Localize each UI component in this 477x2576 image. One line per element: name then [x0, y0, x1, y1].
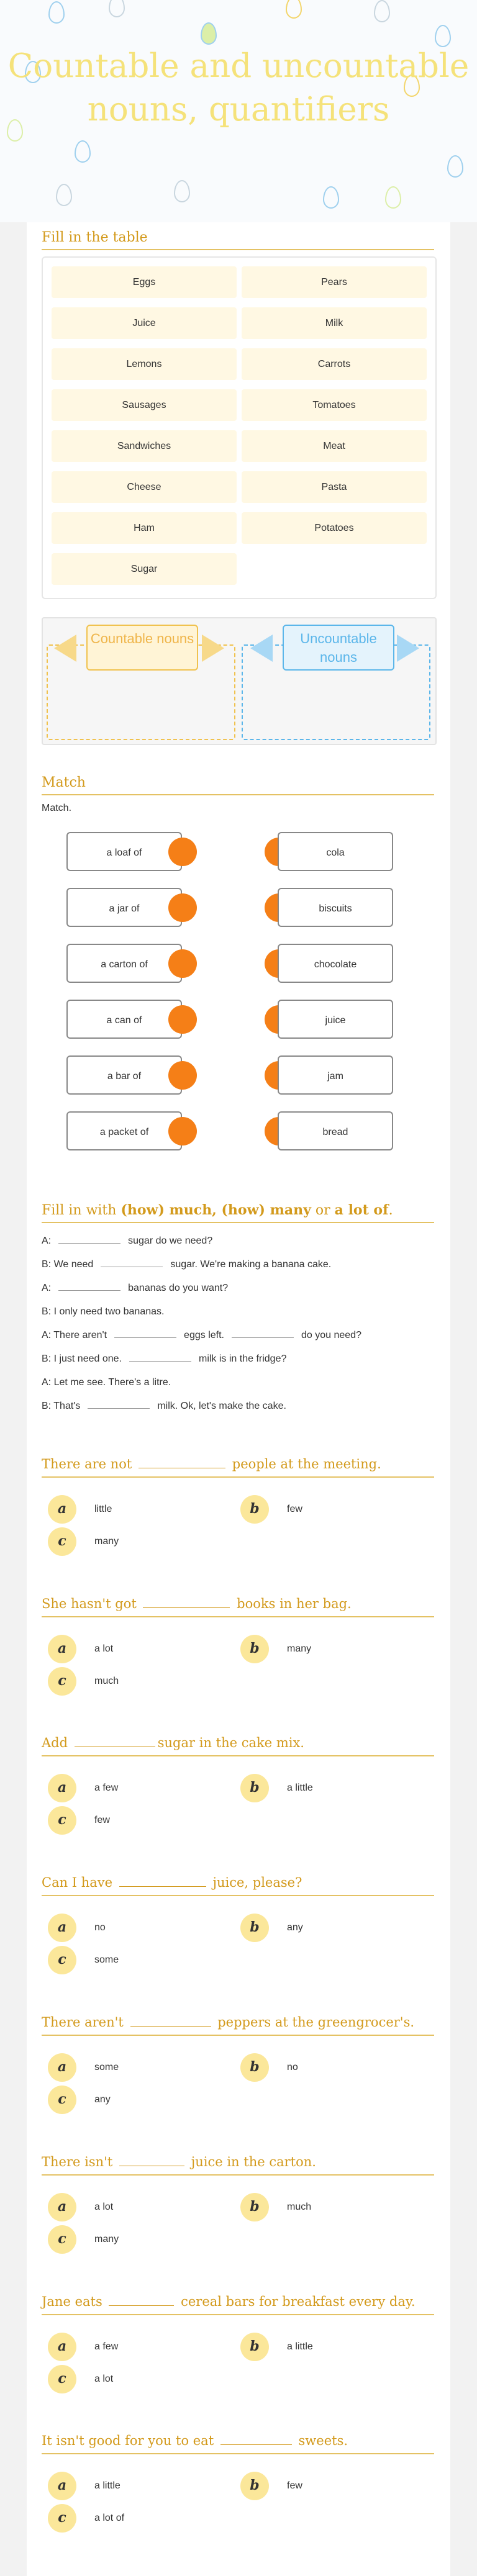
option-letter-badge: b: [240, 1495, 269, 1524]
question-pre: Can I have: [42, 1875, 113, 1890]
option-text: a lot of: [94, 2513, 125, 2523]
word-card[interactable]: Eggs: [52, 266, 237, 298]
option-b[interactable]: [240, 1774, 396, 1802]
section-title: Fill in the table: [42, 230, 434, 250]
option-text: some: [94, 2062, 119, 2072]
line-text: milk. Ok, let's make the cake.: [157, 1401, 286, 1411]
line-text: sugar. We're making a banana cake.: [170, 1259, 332, 1270]
word-card[interactable]: Pasta: [242, 471, 427, 503]
dialogue-line: [42, 1347, 434, 1371]
option-text: a lot: [94, 2374, 114, 2384]
option-letter-badge: b: [240, 1635, 269, 1663]
line-text: B: I just need one.: [42, 1354, 122, 1364]
title-highlight: (how) much, (how) many: [120, 1202, 311, 1218]
question-pre: She hasn't got: [42, 1596, 137, 1611]
option-letter-badge: a: [48, 2053, 76, 2082]
question-text: [42, 2154, 434, 2176]
dialogue-line: [42, 1253, 434, 1277]
option-letter-badge: a: [48, 2333, 76, 2361]
word-card[interactable]: Meat: [242, 430, 427, 462]
option-text: no: [287, 2062, 298, 2072]
question-pre: There are not: [42, 1457, 132, 1471]
line-text: B: That's: [42, 1401, 81, 1411]
answer-blank: [220, 2433, 292, 2445]
question-pre: Jane eats: [42, 2294, 102, 2309]
option-c[interactable]: [48, 1946, 203, 1974]
option-a[interactable]: [48, 2193, 203, 2221]
option-letter-badge: a: [48, 1914, 76, 1942]
option-text: any: [287, 1922, 303, 1933]
answer-blank: [143, 1596, 230, 1608]
ribbon-tail: [202, 635, 224, 662]
option-c[interactable]: [48, 2225, 203, 2254]
question-pre: There aren't: [42, 2015, 124, 2030]
dialogue-line: [42, 1300, 434, 1324]
line-text: sugar do we need?: [128, 1236, 213, 1246]
question-pre: There isn't: [42, 2154, 113, 2169]
answer-blank[interactable]: [58, 1277, 120, 1291]
option-text: any: [94, 2094, 111, 2105]
option-letter-badge: a: [48, 1774, 76, 1802]
option-text: no: [94, 1922, 106, 1933]
option-text: much: [94, 1676, 119, 1686]
match-left-item: a can of: [66, 1000, 182, 1039]
option-c[interactable]: [48, 2365, 203, 2393]
answer-blank: [139, 1457, 225, 1468]
line-text: A: There aren't: [42, 1330, 107, 1340]
fill-in-section: [42, 1202, 434, 1418]
answer-blank[interactable]: [88, 1394, 150, 1409]
word-card[interactable]: Tomatoes: [242, 389, 427, 421]
question-text: [42, 1735, 434, 1756]
option-letter-badge: c: [48, 2504, 76, 2533]
option-text: some: [94, 1955, 119, 1965]
dialogue-line: [42, 1394, 434, 1418]
word-card[interactable]: Cheese: [52, 471, 237, 503]
question-text: [42, 1875, 434, 1896]
raindrop-decoration: [447, 155, 463, 178]
option-text: a little: [287, 1783, 313, 1793]
option-letter-badge: c: [48, 1806, 76, 1835]
option-c[interactable]: [48, 1806, 203, 1835]
option-letter-badge: b: [240, 2472, 269, 2500]
match-left-item: a packet of: [66, 1111, 182, 1150]
ribbon-tail: [54, 635, 76, 662]
question-text: [42, 2433, 434, 2454]
raindrop-decoration: [323, 186, 339, 209]
line-text: eggs left.: [184, 1330, 224, 1340]
option-a[interactable]: [48, 1774, 203, 1802]
match-connector-dot[interactable]: [168, 1061, 197, 1090]
uncountable-label: Uncountable nouns: [283, 625, 394, 671]
worksheet: [27, 222, 450, 2576]
raindrop-decoration: [201, 22, 217, 45]
question-post: juice in the carton.: [191, 2154, 316, 2169]
word-bank: [42, 256, 437, 599]
match-right-item: bread: [278, 1111, 393, 1150]
page-title: Countable and uncountable nouns, quantifiers: [7, 47, 470, 129]
raindrop-decoration: [374, 0, 390, 22]
match-connector-dot[interactable]: [168, 1117, 197, 1146]
question-post: sugar in the cake mix.: [157, 1735, 304, 1750]
option-text: many: [94, 2234, 119, 2244]
match-right-item: jam: [278, 1055, 393, 1095]
answer-blank[interactable]: [114, 1324, 176, 1338]
answer-blank[interactable]: [58, 1229, 120, 1244]
option-c[interactable]: [48, 1667, 203, 1696]
option-text: few: [94, 1815, 110, 1825]
question-8: [42, 2433, 434, 2533]
line-text: A:: [42, 1236, 52, 1246]
word-card[interactable]: Juice: [52, 307, 237, 339]
match-left-item: a bar of: [66, 1055, 182, 1095]
option-letter-badge: a: [48, 1495, 76, 1524]
raindrop-decoration: [174, 180, 190, 202]
option-letter-badge: b: [240, 2053, 269, 2082]
option-letter-badge: a: [48, 2193, 76, 2221]
dialogue-line: [42, 1229, 434, 1253]
line-text: bananas do you want?: [128, 1283, 229, 1293]
option-text: few: [287, 1504, 302, 1514]
word-card[interactable]: Sandwiches: [52, 430, 237, 462]
option-letter-badge: b: [240, 1774, 269, 1802]
option-text: little: [94, 1504, 112, 1514]
word-card[interactable]: Potatoes: [242, 512, 427, 544]
option-text: few: [287, 2480, 302, 2491]
question-post: peppers at the greengrocer's.: [217, 2015, 415, 2030]
option-text: a lot: [94, 1643, 114, 1654]
question-text: [42, 1457, 434, 1478]
option-b[interactable]: [240, 1914, 396, 1942]
option-letter-badge: c: [48, 2225, 76, 2254]
option-letter-badge: c: [48, 2086, 76, 2114]
answer-blank[interactable]: [129, 1347, 191, 1362]
title-text: or: [311, 1203, 335, 1218]
question-text: [42, 1596, 434, 1617]
ribbon-tail: [250, 635, 273, 662]
word-card[interactable]: Lemons: [52, 348, 237, 380]
option-text: a few: [94, 1783, 119, 1793]
raindrop-decoration: [286, 0, 302, 19]
option-a[interactable]: [48, 1914, 203, 1942]
word-card[interactable]: Sugar: [52, 553, 237, 585]
line-text: B: I only need two bananas.: [42, 1306, 165, 1317]
section-title: [42, 1202, 434, 1223]
question-post: books in her bag.: [237, 1596, 352, 1611]
answer-blank[interactable]: [101, 1253, 163, 1267]
question-1: [42, 1457, 434, 1556]
option-letter-badge: c: [48, 2365, 76, 2393]
match-connector-dot[interactable]: [168, 1005, 197, 1034]
option-b[interactable]: [240, 1495, 396, 1524]
option-b[interactable]: [240, 2193, 396, 2221]
raindrop-decoration: [56, 184, 72, 206]
dialogue-line: [42, 1277, 434, 1300]
question-post: people at the meeting.: [232, 1457, 381, 1471]
option-a[interactable]: [48, 1495, 203, 1524]
dialogue-line: [42, 1324, 434, 1347]
word-card[interactable]: Pears: [242, 266, 427, 298]
option-text: a lot: [94, 2202, 114, 2212]
question-6: [42, 2154, 434, 2254]
answer-blank: [119, 2154, 184, 2166]
line-text: milk is in the fridge?: [198, 1354, 287, 1364]
option-letter-badge: a: [48, 1635, 76, 1663]
question-3: [42, 1735, 434, 1835]
option-letter-badge: a: [48, 2472, 76, 2500]
option-text: a little: [287, 2341, 313, 2352]
raindrop-decoration: [109, 0, 125, 17]
option-b[interactable]: [240, 2333, 396, 2361]
question-4: [42, 1875, 434, 1974]
question-post: juice, please?: [212, 1875, 302, 1890]
sort-area: [42, 617, 437, 745]
option-b[interactable]: [240, 2472, 396, 2500]
ribbon-tail: [397, 635, 419, 662]
option-c[interactable]: [48, 1527, 203, 1556]
option-text: many: [287, 1643, 312, 1654]
option-b[interactable]: [240, 2053, 396, 2082]
option-letter-badge: c: [48, 1527, 76, 1556]
option-a[interactable]: [48, 1635, 203, 1663]
header-banner: [0, 0, 477, 222]
option-letter-badge: b: [240, 2333, 269, 2361]
raindrop-decoration: [385, 186, 401, 209]
match-left-item: a jar of: [66, 888, 182, 927]
word-card[interactable]: Carrots: [242, 348, 427, 380]
option-text: much: [287, 2202, 312, 2212]
option-letter-badge: c: [48, 1946, 76, 1974]
option-b[interactable]: [240, 1635, 396, 1663]
line-text: B: We need: [42, 1259, 94, 1270]
title-highlight: a lot of: [334, 1202, 389, 1218]
raindrop-decoration: [435, 25, 451, 47]
answer-blank: [130, 2015, 211, 2027]
option-letter-badge: b: [240, 1914, 269, 1942]
question-text: [42, 2015, 434, 2036]
word-card[interactable]: Milk: [242, 307, 427, 339]
question-2: [42, 1596, 434, 1696]
option-c[interactable]: [48, 2086, 203, 2114]
title-text: Fill in with: [42, 1203, 121, 1218]
match-right-item: cola: [278, 832, 393, 871]
option-a[interactable]: [48, 2053, 203, 2082]
option-a[interactable]: [48, 2333, 203, 2361]
title-text: .: [388, 1203, 393, 1218]
option-letter-badge: b: [240, 2193, 269, 2221]
match-right-item: juice: [278, 1000, 393, 1039]
option-c[interactable]: [48, 2504, 203, 2533]
table-section: [42, 224, 434, 250]
option-a[interactable]: [48, 2472, 203, 2500]
answer-blank: [109, 2294, 174, 2306]
answer-blank: [75, 1735, 155, 1747]
option-text: a little: [94, 2480, 120, 2491]
match-left-item: a carton of: [66, 944, 182, 983]
question-7: [42, 2294, 434, 2393]
match-section: [42, 775, 434, 814]
question-pre: Add: [42, 1735, 68, 1750]
question-post: cereal bars for breakfast every day.: [181, 2294, 416, 2309]
question-text: [42, 2294, 434, 2315]
option-letter-badge: c: [48, 1667, 76, 1696]
match-connector-dot[interactable]: [168, 949, 197, 978]
match-right-item: biscuits: [278, 888, 393, 927]
match-connector-dot[interactable]: [168, 838, 197, 866]
line-text: do you need?: [301, 1330, 361, 1340]
option-text: many: [94, 1536, 119, 1547]
match-right-item: chocolate: [278, 944, 393, 983]
question-post: sweets.: [298, 2433, 348, 2448]
raindrop-decoration: [75, 140, 91, 163]
question-5: [42, 2015, 434, 2114]
match-connector-dot[interactable]: [168, 893, 197, 922]
line-text: A: Let me see. There's a litre.: [42, 1377, 171, 1388]
word-card[interactable]: Ham: [52, 512, 237, 544]
match-left-item: a loaf of: [66, 832, 182, 871]
match-instruction: Match.: [42, 803, 72, 813]
answer-blank: [119, 1875, 206, 1887]
option-text: a few: [94, 2341, 119, 2352]
countable-label: Countable nouns: [86, 625, 198, 671]
dialogue-line: [42, 1371, 434, 1394]
answer-blank[interactable]: [232, 1324, 294, 1338]
word-card[interactable]: Sausages: [52, 389, 237, 421]
raindrop-decoration: [48, 1, 65, 24]
section-title: Match: [42, 775, 434, 795]
line-text: A:: [42, 1283, 52, 1293]
question-pre: It isn't good for you to eat: [42, 2433, 214, 2448]
